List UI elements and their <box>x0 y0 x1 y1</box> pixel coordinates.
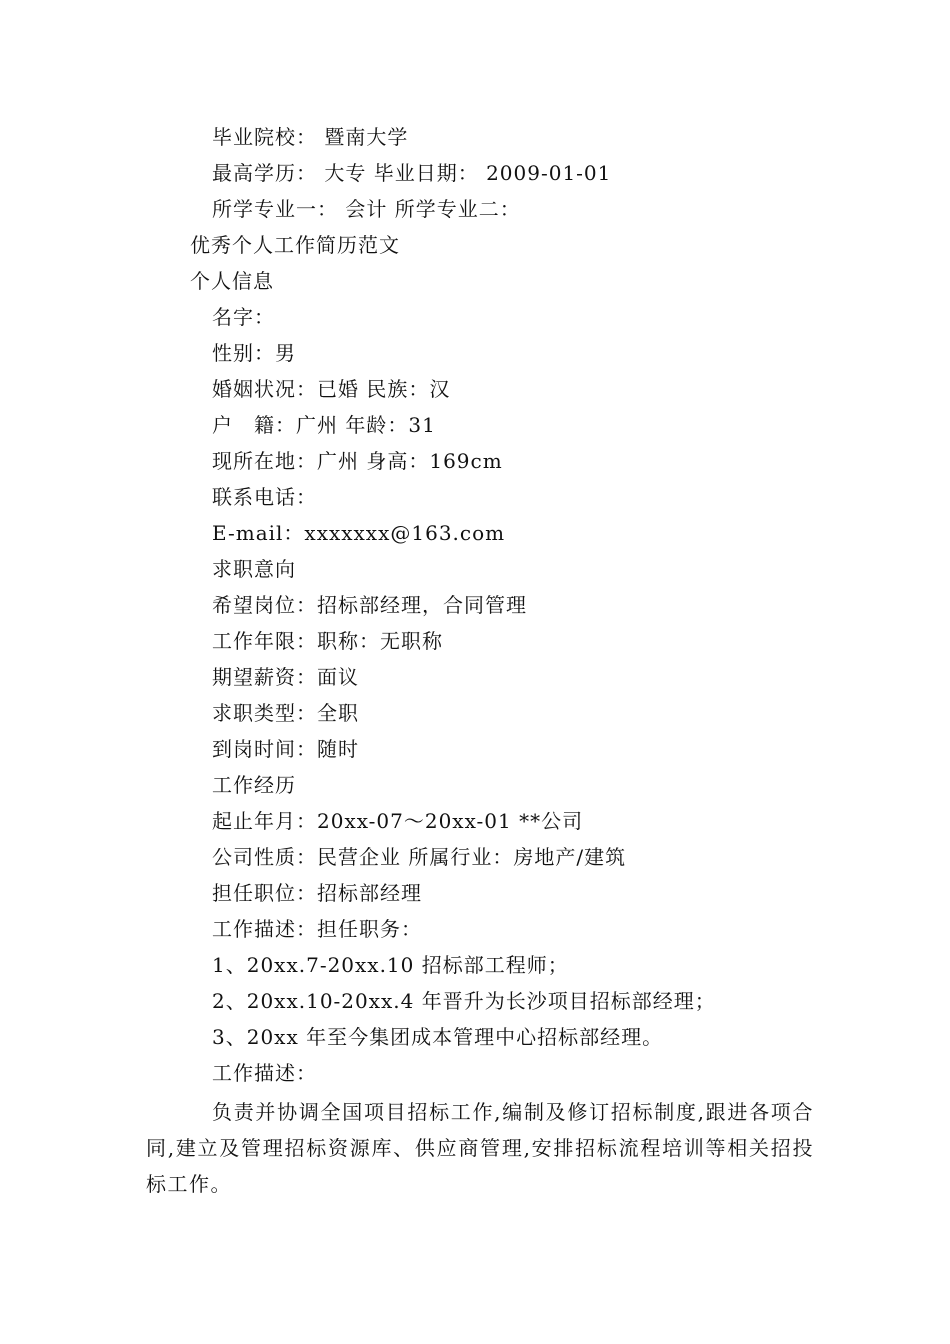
salary-line: 期望薪资：面议 <box>212 665 359 689</box>
duties-heading-line: 工作描述：担任职务： <box>212 917 422 941</box>
section-work-history: 工作经历 <box>212 773 296 797</box>
location-line: 现所在地：广州 身高：169cm <box>212 449 503 473</box>
desired-position-line: 希望岗位：招标部经理，合同管理 <box>212 593 527 617</box>
work-description-paragraph: 负责并协调全国项目招标工作,编制及修订招标制度,跟进各项合同,建立及管理招标资源库、供应商管理,安排招标流程培训等相关招投标工作。 <box>146 1100 814 1196</box>
section-personal-info: 个人信息 <box>190 269 274 293</box>
major-line: 所学专业一： 会计 所学专业二： <box>212 197 521 221</box>
job-type-line: 求职类型：全职 <box>212 701 359 725</box>
email-line: E-mail：xxxxxxx@163.com <box>212 521 506 545</box>
duty-item-1: 1、20xx.7-20xx.10 招标部工程师； <box>212 953 569 977</box>
duty-item-2: 2、20xx.10-20xx.4 年晋升为长沙项目招标部经理； <box>212 989 716 1013</box>
name-line: 名字： <box>212 305 275 329</box>
education-line: 最高学历： 大专 毕业日期： 2009-01-01 <box>212 161 612 185</box>
section-job-intention: 求职意向 <box>212 557 296 581</box>
years-title-line: 工作年限：职称：无职称 <box>212 629 443 653</box>
company-type-line: 公司性质：民营企业 所属行业：房地产/建筑 <box>212 845 627 869</box>
gender-line: 性别：男 <box>212 341 296 365</box>
hukou-line: 户 籍：广州 年龄：31 <box>212 413 436 437</box>
marital-line: 婚姻状况：已婚 民族：汉 <box>212 377 451 401</box>
position-held-line: 担任职位：招标部经理 <box>212 881 422 905</box>
work-desc-heading: 工作描述： <box>212 1061 317 1085</box>
phone-line: 联系电话： <box>212 485 317 509</box>
graduate-school-line: 毕业院校： 暨南大学 <box>212 125 409 149</box>
period-line: 起止年月：20xx-07～20xx-01 **公司 <box>212 809 584 833</box>
duty-item-3: 3、20xx 年至今集团成本管理中心招标部经理。 <box>212 1025 664 1049</box>
start-time-line: 到岗时间：随时 <box>212 737 359 761</box>
document-title: 优秀个人工作简历范文 <box>190 233 400 257</box>
